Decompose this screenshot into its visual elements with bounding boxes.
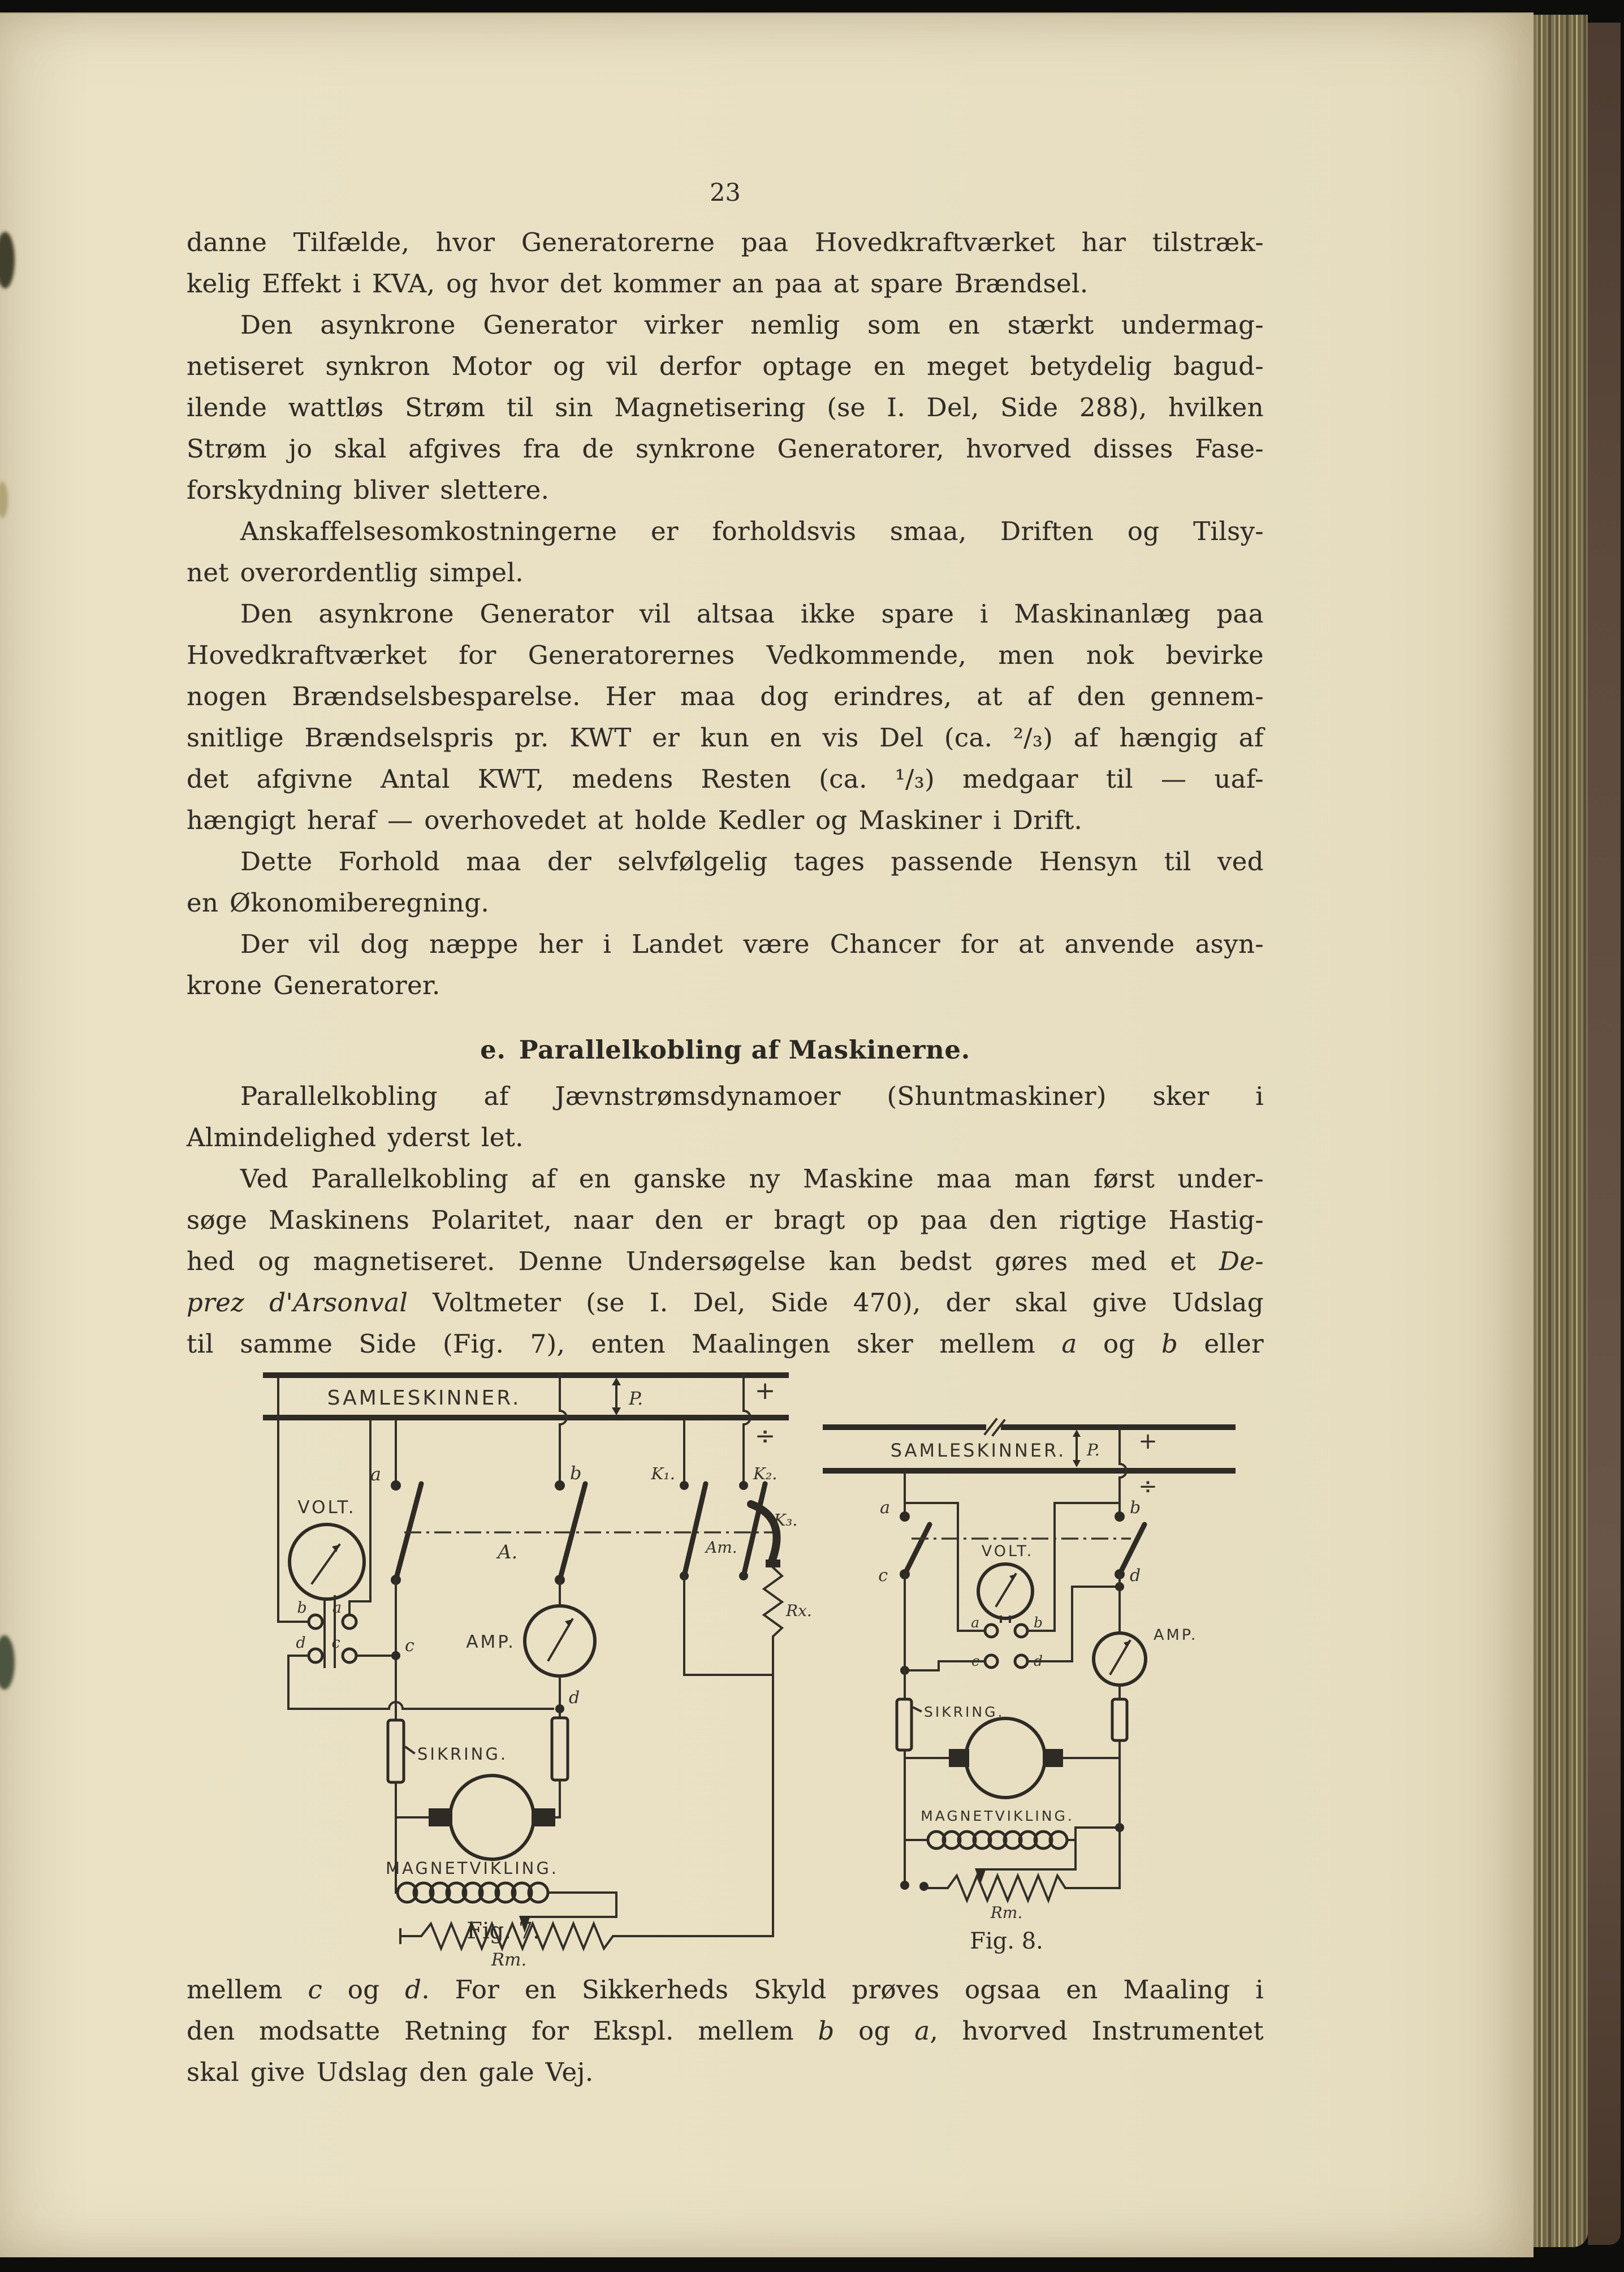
wire-busbar-to-k2 xyxy=(744,1375,750,1485)
text-line: søge Maskinens Polaritet, naar den er bragt op paa den rigtige Hastig- xyxy=(187,1205,1264,1235)
text-line: en Økonomiberegning. xyxy=(187,888,490,918)
text-line: kelig Effekt i KVA, og hvor det kommer an paa at spare Brændsel. xyxy=(187,269,1089,299)
fuse-label: SIKRING. xyxy=(417,1744,508,1764)
page-edge-stack xyxy=(1534,15,1588,2247)
field-winding-coil xyxy=(398,1883,548,1902)
socket-d xyxy=(309,1649,322,1662)
wire-to-coil xyxy=(396,1817,398,1893)
socket-a xyxy=(985,1625,997,1637)
book-page xyxy=(0,12,1534,2257)
fuse-left xyxy=(897,1699,912,1750)
voltmeter-label: VOLT. xyxy=(297,1497,356,1518)
p-arrow-up xyxy=(612,1377,621,1385)
p-arrow-up xyxy=(1073,1429,1081,1437)
page-number: 23 xyxy=(710,179,741,207)
socket-d-label: d xyxy=(296,1634,306,1652)
k-cluster-bottom xyxy=(684,1576,773,1675)
socket-d xyxy=(1015,1655,1027,1668)
fuse-right xyxy=(552,1718,568,1780)
field-winding-coil xyxy=(928,1832,1067,1848)
b-label: b xyxy=(1130,1498,1141,1518)
fig8-caption: Fig. 8. xyxy=(970,1928,1043,1954)
switch-blade-k3 xyxy=(744,1484,765,1576)
binding-blemish xyxy=(0,1635,15,1690)
brush-right xyxy=(1043,1749,1063,1767)
voltmeter-label: VOLT. xyxy=(981,1543,1034,1560)
fuse-right xyxy=(1112,1699,1127,1740)
text-line: skal give Udslag den gale Vej. xyxy=(187,2057,594,2087)
fig7-caption: Fig. 7. xyxy=(467,1918,540,1944)
k2-label: K₂. xyxy=(753,1464,778,1483)
rm-terminal-1 xyxy=(900,1881,909,1890)
section-heading: e. Parallelkobling af Maskinerne. xyxy=(480,1035,970,1065)
socket-c-label: c xyxy=(971,1653,979,1669)
socket-a xyxy=(343,1615,356,1629)
rx-label: Rx. xyxy=(786,1601,812,1620)
binding-blemish xyxy=(0,482,8,518)
book-cover-edge xyxy=(1588,23,1621,2245)
am-label: Am. xyxy=(706,1538,737,1557)
text-line: det afgivne Antal KWT, medens Resten (ca. ¹/₃) medgaar til — uaf- xyxy=(187,764,1264,794)
field-winding-label: MAGNETVIKLING. xyxy=(921,1808,1074,1824)
p-label: P. xyxy=(629,1388,643,1409)
text-line: Dette Forhold maa der selvfølgelig tages passende Hensyn til ved xyxy=(240,846,1264,876)
contact-k1 xyxy=(680,1481,689,1490)
text-line: Den asynkrone Generator virker nemlig som en stærkt undermag- xyxy=(240,310,1264,340)
text-line: danne Tilfælde, hvor Generatorerne paa Hovedkraftværket har tilstræk- xyxy=(187,227,1264,257)
text-line: netiseret synkron Motor og vil derfor optage en meget betydelig bagud- xyxy=(187,351,1264,381)
text-line: mellem c og d. For en Sikkerheds Skyld prøves ogsaa en Maaling i xyxy=(187,1975,1264,2005)
d-label: d xyxy=(1130,1566,1141,1586)
text-line: Den asynkrone Generator vil altsaa ikke spare i Maskinanlæg paa xyxy=(240,599,1264,629)
switch-blade-a xyxy=(905,1524,930,1574)
wire-busbar-to-socket-a xyxy=(349,1420,370,1615)
b-label: b xyxy=(570,1462,582,1484)
c-label: c xyxy=(878,1566,888,1586)
rm-rheostat xyxy=(928,1876,1120,1900)
rm-label: Rm. xyxy=(491,1950,527,1970)
text-line: Hovedkraftværket for Generatorernes Vedkommende, men nok bevirke xyxy=(187,640,1264,670)
dynamo xyxy=(966,1718,1045,1798)
body-text-block-3 xyxy=(187,1975,1264,2098)
text-line: snitlige Brændselspris pr. KWT er kun en vis Del (ca. ²/₃) af hængig af xyxy=(187,723,1264,753)
node-c xyxy=(391,1651,400,1660)
p-arrow-down xyxy=(612,1407,621,1415)
coil-to-branch xyxy=(1067,1828,1120,1840)
a-label: a xyxy=(370,1463,381,1485)
right-outer-wire xyxy=(627,1641,773,1936)
fuse-leader xyxy=(914,1708,921,1711)
minus-sign: ÷ xyxy=(754,1422,778,1450)
switch-blade-am xyxy=(684,1484,706,1576)
text-line: Parallelkobling af Jævnstrømsdynamoer (Shuntmaskiner) sker i xyxy=(240,1081,1264,1111)
ammeter-label: AMP. xyxy=(1154,1626,1198,1644)
text-line: krone Generatorer. xyxy=(187,970,440,1000)
d-label: d xyxy=(569,1688,580,1708)
field-winding-label: MAGNETVIKLING. xyxy=(385,1859,559,1878)
text-line: Almindelighed yderst let. xyxy=(187,1122,524,1152)
wire-b-to-socket xyxy=(1027,1503,1120,1631)
fig8-circuit-diagram xyxy=(814,1388,1244,1930)
text-line: Anskaffelsesomkostningerne er forholdsvis smaa, Driften og Tilsy- xyxy=(240,516,1264,546)
wire-a-to-socket xyxy=(905,1503,985,1631)
voltmeter-needle-tip xyxy=(332,1545,339,1552)
socket-b-label: b xyxy=(297,1599,307,1617)
text-line: Der vil dog næppe her i Landet være Chancer for at anvende asyn- xyxy=(240,929,1264,959)
text-line: forskydning bliver slettere. xyxy=(187,475,550,505)
rx-resistor xyxy=(764,1567,782,1641)
text-line: net overordentlig simpel. xyxy=(187,558,524,588)
socket-c-label: c xyxy=(331,1634,340,1652)
text-line: til samme Side (Fig. 7), enten Maalingen sker mellem a og b eller xyxy=(187,1329,1264,1359)
busbar-label: SAMLESKINNER. xyxy=(890,1440,1066,1461)
c-label: c xyxy=(405,1636,414,1656)
contact-b xyxy=(555,1480,565,1491)
plus-sign: + xyxy=(1138,1428,1160,1454)
wiper-feed xyxy=(525,1893,616,1917)
contact-k2 xyxy=(739,1481,748,1490)
fuse-leader xyxy=(406,1747,414,1753)
minus-sign: ÷ xyxy=(1138,1474,1160,1500)
socket-b-label: b xyxy=(1034,1614,1043,1631)
body-text-block-1 xyxy=(187,227,1264,1012)
plus-sign: + xyxy=(754,1376,778,1405)
socket-c xyxy=(985,1655,997,1668)
fuse-left xyxy=(388,1720,404,1782)
p-arrow-down xyxy=(1073,1460,1081,1467)
wiper-feed xyxy=(986,1840,1076,1869)
rm-terminal-2 xyxy=(919,1882,928,1891)
text-line: prez d'Arsonval Voltmeter (se I. Del, Side 470), der skal give Udslag xyxy=(187,1288,1264,1318)
busbar-label: SAMLESKINNER. xyxy=(327,1386,521,1410)
p-label: P. xyxy=(1087,1440,1100,1459)
socket-c xyxy=(343,1649,356,1662)
socket-d-label: d xyxy=(1034,1653,1043,1669)
text-line: nogen Brændselsbesparelse. Her maa dog erindres, at af den gennem- xyxy=(187,681,1264,711)
text-line: den modsatte Retning for Ekspl. mellem b og a, hvorved Instrumentet xyxy=(187,2016,1264,2046)
text-line: Ved Parallelkobling af en ganske ny Maskine maa man først under- xyxy=(240,1164,1264,1194)
socket-a-label: a xyxy=(971,1614,979,1631)
ammeter-label: AMP. xyxy=(466,1632,516,1652)
contact-b xyxy=(1115,1511,1125,1522)
binding-blemish xyxy=(0,232,15,288)
rm-label: Rm. xyxy=(990,1903,1023,1922)
text-line: hed og magnetiseret. Denne Undersøgelse kan bedst gøres med et De- xyxy=(187,1246,1264,1276)
socket-b xyxy=(1015,1625,1027,1637)
a-label: a xyxy=(880,1498,890,1518)
k1-label: K₁. xyxy=(651,1464,675,1483)
text-line: hængigt heraf — overhovedet at holde Kedler og Maskiner i Drift. xyxy=(187,805,1083,835)
linkage-label: A. xyxy=(498,1541,518,1563)
wire-socket-d-to-branch xyxy=(288,1656,553,1709)
pivot-k3 xyxy=(739,1571,748,1580)
fuse-label: SIKRING. xyxy=(924,1704,1005,1720)
wire-busbar-to-b xyxy=(560,1375,567,1485)
wire-to-coil xyxy=(905,1758,928,1840)
text-line: Strøm jo skal afgives fra de synkrone Generatorer, hvorved disses Fase- xyxy=(187,434,1264,464)
node-d xyxy=(555,1704,564,1713)
k3-label: K₃. xyxy=(774,1510,798,1530)
brush-right xyxy=(532,1808,555,1826)
contact-a xyxy=(900,1511,910,1522)
fig7-circuit-diagram xyxy=(254,1336,820,1969)
body-text-block-2 xyxy=(187,1081,1264,1370)
socket-a-label: a xyxy=(332,1599,342,1617)
contact-a xyxy=(391,1480,401,1491)
dynamo xyxy=(450,1776,534,1859)
text-line: ilende wattløs Strøm til sin Magnetisering (se I. Del, Side 288), hvilken xyxy=(187,392,1264,422)
socket-b xyxy=(309,1615,322,1629)
